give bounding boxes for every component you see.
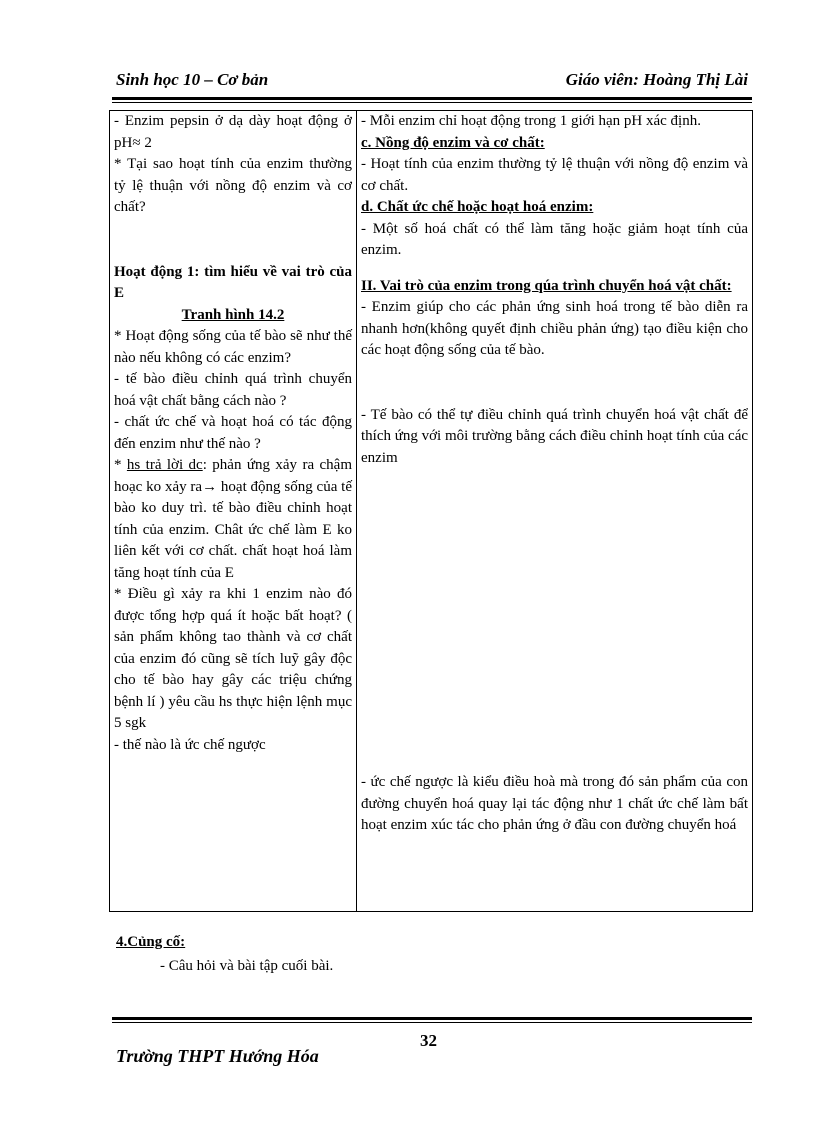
left-paragraph: - Enzim pepsin ở dạ dày hoạt động ở pH≈ 2 — [114, 113, 352, 151]
right-paragraph: - ức chế ngược là kiểu điều hoà mà trong đó sản phẩm của con đường chuyển hoá quay lại tác động như 1 chất ức chế làm bất hoạt enzim xúc tác cho phản ứng ở đầu con đường chuyển hoá — [361, 774, 748, 833]
content-column — [357, 111, 753, 912]
figure-reference: Tranh hình 14.2 — [181, 306, 285, 323]
left-question: - tế bào điều chỉnh quá trình chuyển hoá vật chất bằng cách nào ? — [114, 371, 352, 409]
right-paragraph: - Một số hoá chất có thể làm tăng hoặc giảm hoạt tính của enzim. — [361, 220, 748, 258]
right-paragraph: - Hoạt tính của enzim thường tỷ lệ thuận với nồng độ enzim và cơ chất. — [361, 156, 748, 194]
left-question: - thế nào là ức chế ngược — [114, 736, 266, 753]
teacher-activity-column — [110, 111, 357, 912]
lesson-table — [109, 110, 753, 912]
section-item: - Câu hỏi và bài tập cuối bài. — [160, 958, 334, 974]
footer-school: Trường THPT Hướng Hóa — [116, 1046, 319, 1066]
page-number: 32 — [420, 1031, 437, 1050]
subheading-c: c. Nồng độ enzim và cơ chất: — [361, 134, 545, 151]
right-paragraph: - Tế bào có thể tự điều chỉnh quá trình chuyển hoá vật chất để thích ứng với môi trường bằng cách điều chỉnh hoạt tính của các enzim — [361, 406, 749, 466]
left-question: - chất ức chế và hoạt hoá có tác động đến enzim như thế nào ? — [114, 414, 352, 452]
student-answer: * hs trả lời dc: phản ứng xảy ra chậm hoạc ko xảy ra→ hoạt động sống của tế bào ko duy trì. tế bào điều chỉnh hoạt tính của enzim. Chât ức chế làm E ko liên kết với cơ chất. chất hoạt hoá làm tăng hoạt tính của E — [114, 457, 352, 581]
header-subject: Sinh học 10 – Cơ bản — [116, 70, 269, 89]
student-answer-label: hs trả lời dc — [126, 457, 203, 473]
header-rule-thick — [112, 97, 752, 100]
header-teacher: Giáo viên: Hoàng Thị Lài — [565, 70, 748, 89]
left-question: * Tại sao hoạt tính của enzim thường tỷ lệ thuận với nồng độ enzim và cơ chất? — [114, 156, 352, 215]
section-heading-ii: II. Vai trò của enzim trong qúa trình chuyển hoá vật chất: — [361, 277, 732, 294]
footer-rule-thick — [112, 1017, 752, 1020]
right-paragraph: - Mỗi enzim chỉ hoạt động trong 1 giới hạn pH xác định. — [361, 113, 701, 129]
page-header — [112, 70, 752, 94]
student-answer-text: : phản ứng xảy ra chậm hoạc ko xảy ra→ hoạt động sống của tế bào ko duy trì. tế bào điều chỉnh hoạt tính của enzim. Chât ức chế làm E ko liên kết với cơ chất. chất hoạt hoá làm tăng hoạt tính của E — [114, 457, 352, 581]
table-row — [110, 111, 753, 912]
footer-rule-thin — [112, 1022, 752, 1023]
section-title: 4.Củng cố: — [116, 934, 186, 950]
right-paragraph: - Enzim giúp cho các phản ứng sinh hoá trong tế bào diễn ra nhanh hơn(không quyết định chiều phản ứng) tạo điều kiện cho các hoạt động sống của tế bào. — [361, 299, 748, 358]
left-question: * Hoạt động sống của tế bào sẽ như thế nào nếu không có các enzim? — [114, 328, 352, 366]
subheading-d: d. Chất ức chế hoặc hoạt hoá enzim: — [361, 199, 594, 215]
left-question: * Điều gì xảy ra khi 1 enzim nào đó được tổng hợp quá ít hoặc bất hoạt? ( sản phẩm không tao thành và cơ chất của enzim đó cũng sẽ tích luỹ gây độc cho tế bào hay gây các triệu chứng bệnh lí ) yêu cầu hs thực hiện lệnh mục 5 sgk — [114, 586, 352, 731]
activity-title: Hoạt động 1: tìm hiểu về vai trò của E — [114, 263, 352, 301]
header-rule-thin — [112, 102, 752, 103]
